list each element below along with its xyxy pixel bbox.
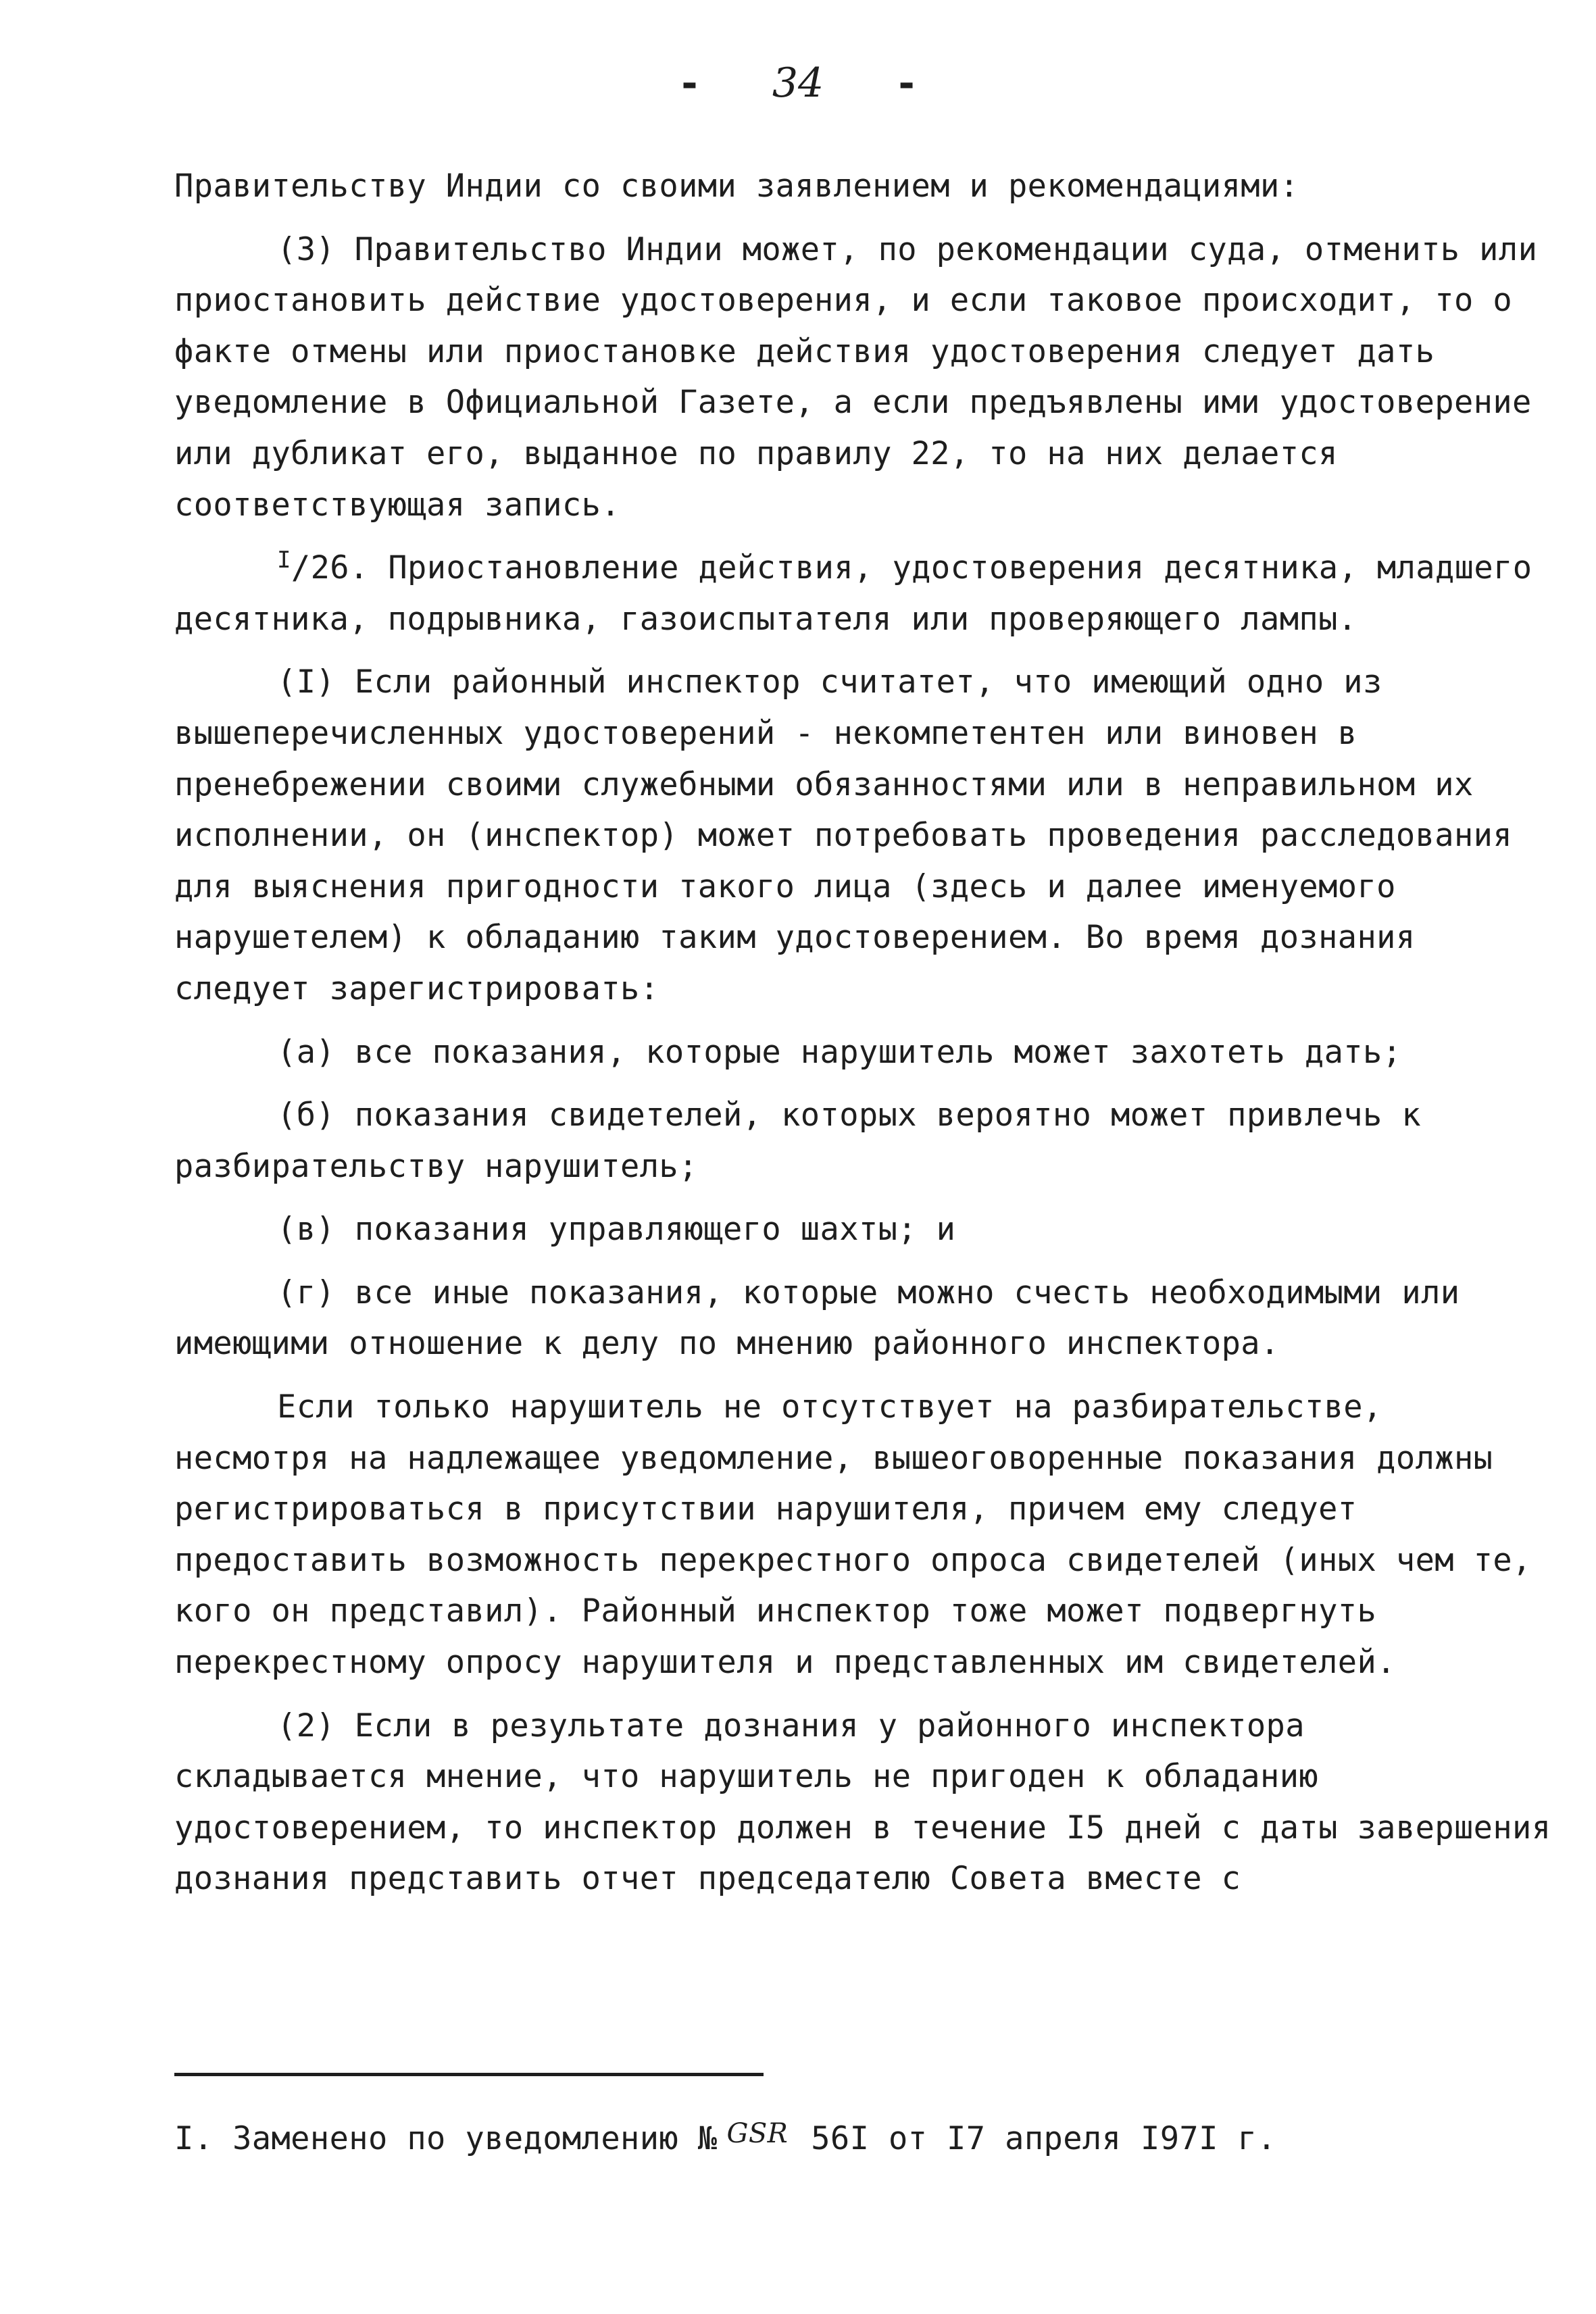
header-dash-right: - — [895, 60, 919, 106]
rule-26-heading-text: /26. Приостановление действия, удостоверения десятника, младшего десятника, подрывника, газоиспытателя или проверяющего лампы. — [174, 549, 1532, 638]
paragraph-clause-1: (I) Если районный инспектор считатет, что имеющий одно из вышеперечисленных удостоверений - некомпетентен или виновен в пренебрежении своими служебными обязанностями или в неправильном их исполнении, он (инспектор) может потребовать проведения расследования для выяснения пригодности такого лица (здесь и далее именуемого нарушетелем) к обладанию таким удостоверением. Во время дознания следует зарегистрировать: — [174, 663, 1513, 1007]
header-dash-left: - — [677, 60, 701, 106]
footnote-handwritten-annotation: GSR — [726, 2118, 789, 2149]
footnote — [174, 2113, 1276, 2159]
paragraph-intro: Правительству Индии со своими заявлением и рекомендациями: — [174, 168, 1299, 205]
paragraph-item-v: (в) показания управляющего шахты; и — [277, 1211, 956, 1249]
paragraph-clause-3: (3) Правительство Индии может, по рекомендации суда, отменить или приостановить действие удостоверения, и если таковое происходит, то о факте отмены или приостановке действия удостоверения следует дать уведомление в Официальной Газете, а если предъявлены ими удостоверение или дубликат его, выданное по правилу 22, то на них делается соответствующая запись. — [174, 230, 1538, 524]
paragraph-item-g: (г) все иные показания, которые можно счесть необходимыми или имеющими отношение к делу по мнению районного инспектора. — [174, 1274, 1460, 1363]
paragraph-cross-examination: Если только нарушитель не отсутствует на разбирательстве, несмотря на надлежащее уведомление, вышеоговоренные показания должны регистрироваться в присутствии нарушителя, причем ему следует предоставить возможность перекрестного опроса свидетелей (иных чем те, кого он представил). Районный инспектор тоже может подвергнуть перекрестному опросу нарушителя и представленных им свидетелей. — [174, 1388, 1532, 1682]
footnote-suffix: 56I от I7 апреля I97I г. — [811, 2120, 1276, 2157]
footnote-prefix: I. Заменено по уведомлению № — [174, 2120, 718, 2157]
page-number: 34 — [772, 59, 824, 107]
paragraph-item-a: (а) все показания, которые нарушитель может захотеть дать; — [277, 1033, 1402, 1071]
page-header — [0, 59, 1596, 107]
footnote-marker: I — [277, 547, 291, 574]
footnote-divider — [174, 2073, 764, 2076]
body-text — [174, 161, 1553, 1917]
paragraph-rule-26-heading — [174, 543, 1553, 645]
paragraph-clause-2: (2) Если в результате дознания у районного инспектора складывается мнение, что нарушитель не пригоден к обладанию удостоверением, то инспектор должен в течение I5 дней с даты завершения дознания представить отчет председателю Совета вместе с — [174, 1707, 1551, 1898]
paragraph-item-b: (б) показания свидетелей, которых вероятно может привлечь к разбирательству нарушитель; — [174, 1097, 1422, 1185]
